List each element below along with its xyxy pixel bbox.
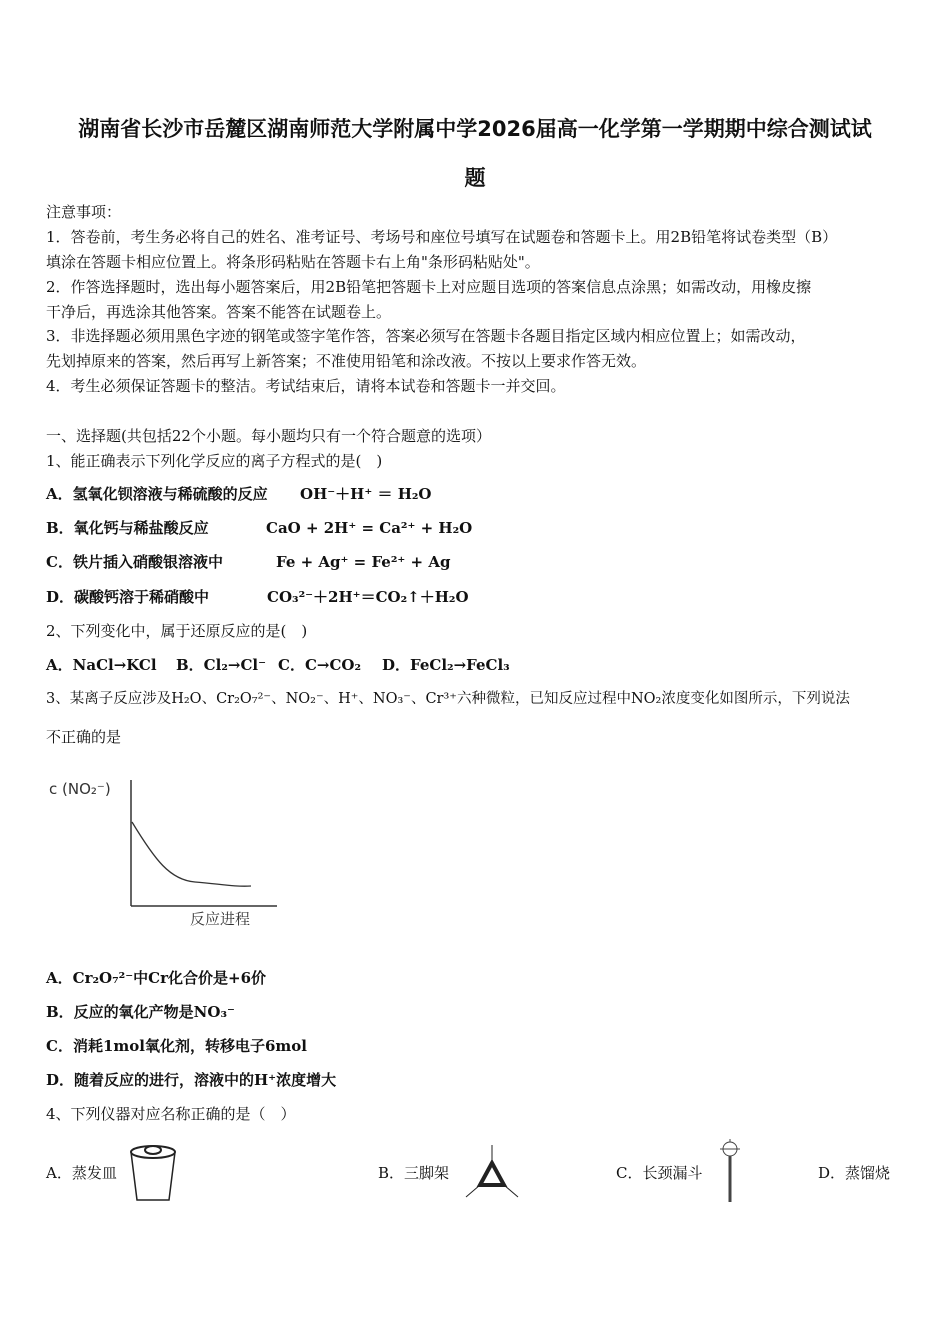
tripod-icon bbox=[462, 1145, 522, 1200]
note-line: 填涂在答题卡相应位置上。将条形码粘贴在答题卡右上角"条形码粘贴处"。 bbox=[46, 253, 540, 271]
q3-option-b: B．反应的氧化产物是NO₃⁻ bbox=[46, 1003, 235, 1021]
q1-option-b: B．氧化钙与稀盐酸反应 bbox=[46, 519, 209, 537]
q1-stem: 1、能正确表示下列化学反应的离子方程式的是( ) bbox=[46, 452, 383, 470]
section-heading: 一、选择题(共包括22个小题。每小题均只有一个符合题意的选项） bbox=[46, 427, 491, 445]
q1-option-b-equation: CaO + 2H⁺ = Ca²⁺ + H₂O bbox=[266, 519, 473, 537]
q2-stem: 2、下列变化中，属于还原反应的是( ) bbox=[46, 622, 308, 640]
q3-stem-line1: 3、某离子反应涉及H₂O、Cr₂O₇²⁻、NO₂⁻、H⁺、NO₃⁻、Cr³⁺六种微粒，已知反应过程中NO₂浓度变化如图所示，下列说法 bbox=[46, 691, 850, 707]
note-line: 干净后，再选涂其他答案。答案不能答在试题卷上。 bbox=[46, 303, 392, 321]
q3-option-d: D．随着反应的进行，溶液中的H⁺浓度增大 bbox=[46, 1071, 337, 1089]
q4-option-d: D．蒸馏烧 bbox=[818, 1164, 891, 1182]
figure-x-label: 反应进程 bbox=[190, 910, 251, 928]
exam-title-line2: 题 bbox=[464, 166, 486, 190]
concentration-curve bbox=[132, 822, 251, 886]
q1-option-c-equation: Fe + Ag⁺ = Fe²⁺ + Ag bbox=[276, 553, 451, 571]
notes-heading: 注意事项： bbox=[46, 203, 122, 221]
figure-y-label: c (NO₂⁻) bbox=[49, 780, 111, 798]
crucible-icon bbox=[125, 1140, 185, 1205]
note-line: 2．作答选择题时，选出每小题答案后，用2B铅笔把答题卡上对应题目选项的答案信息点涂黑；如需改动，用橡皮擦 bbox=[46, 278, 812, 296]
q2-option-d: D．FeCl₂→FeCl₃ bbox=[382, 656, 510, 674]
q4-option-b: B．三脚架 bbox=[378, 1164, 450, 1182]
q2-option-c: C．C→CO₂ bbox=[278, 656, 362, 674]
q4-option-c: C．长颈漏斗 bbox=[616, 1164, 703, 1182]
q4-stem: 4、下列仪器对应名称正确的是（ ） bbox=[46, 1105, 296, 1123]
q1-option-a-equation: OH⁻＋H⁺ ＝ H₂O bbox=[300, 485, 432, 503]
no2-concentration-figure bbox=[45, 770, 285, 935]
q3-option-a: A．Cr₂O₇²⁻中Cr化合价是+6价 bbox=[46, 969, 267, 987]
q1-option-a: A．氢氧化钡溶液与稀硫酸的反应 bbox=[46, 485, 268, 503]
note-line: 4．考生必须保证答题卡的整洁。考试结束后，请将本试卷和答题卡一并交回。 bbox=[46, 377, 566, 395]
note-line: 先划掉原来的答案，然后再写上新答案；不准使用铅笔和涂改液。不按以上要求作答无效。 bbox=[46, 352, 647, 370]
note-line: 1．答卷前，考生务必将自己的姓名、准考证号、考场号和座位号填写在试题卷和答题卡上。用2B铅笔将试卷类型（B） bbox=[46, 228, 838, 246]
q3-stem-line2: 不正确的是 bbox=[46, 728, 122, 746]
separatory-funnel-icon bbox=[715, 1136, 745, 1206]
q1-option-c: C．铁片插入硝酸银溶液中 bbox=[46, 553, 223, 571]
figure-axes bbox=[45, 770, 285, 910]
q4-option-a: A．蒸发皿 bbox=[46, 1164, 117, 1182]
q2-option-b: B．Cl₂→Cl⁻ bbox=[176, 656, 267, 674]
exam-title-line1: 湖南省长沙市岳麓区湖南师范大学附属中学2026届高一化学第一学期期中综合测试试 bbox=[78, 117, 872, 141]
q1-option-d: D．碳酸钙溶于稀硝酸中 bbox=[46, 588, 210, 606]
q3-option-c: C．消耗1mol氧化剂，转移电子6mol bbox=[46, 1037, 307, 1055]
q2-option-a: A．NaCl→KCl bbox=[46, 656, 157, 674]
note-line: 3．非选择题必须用黑色字迹的钢笔或签字笔作答，答案必须写在答题卡各题目指定区域内相应位置上；如需改动， bbox=[46, 327, 806, 345]
q1-option-d-equation: CO₃²⁻＋2H⁺＝CO₂↑＋H₂O bbox=[267, 588, 469, 606]
